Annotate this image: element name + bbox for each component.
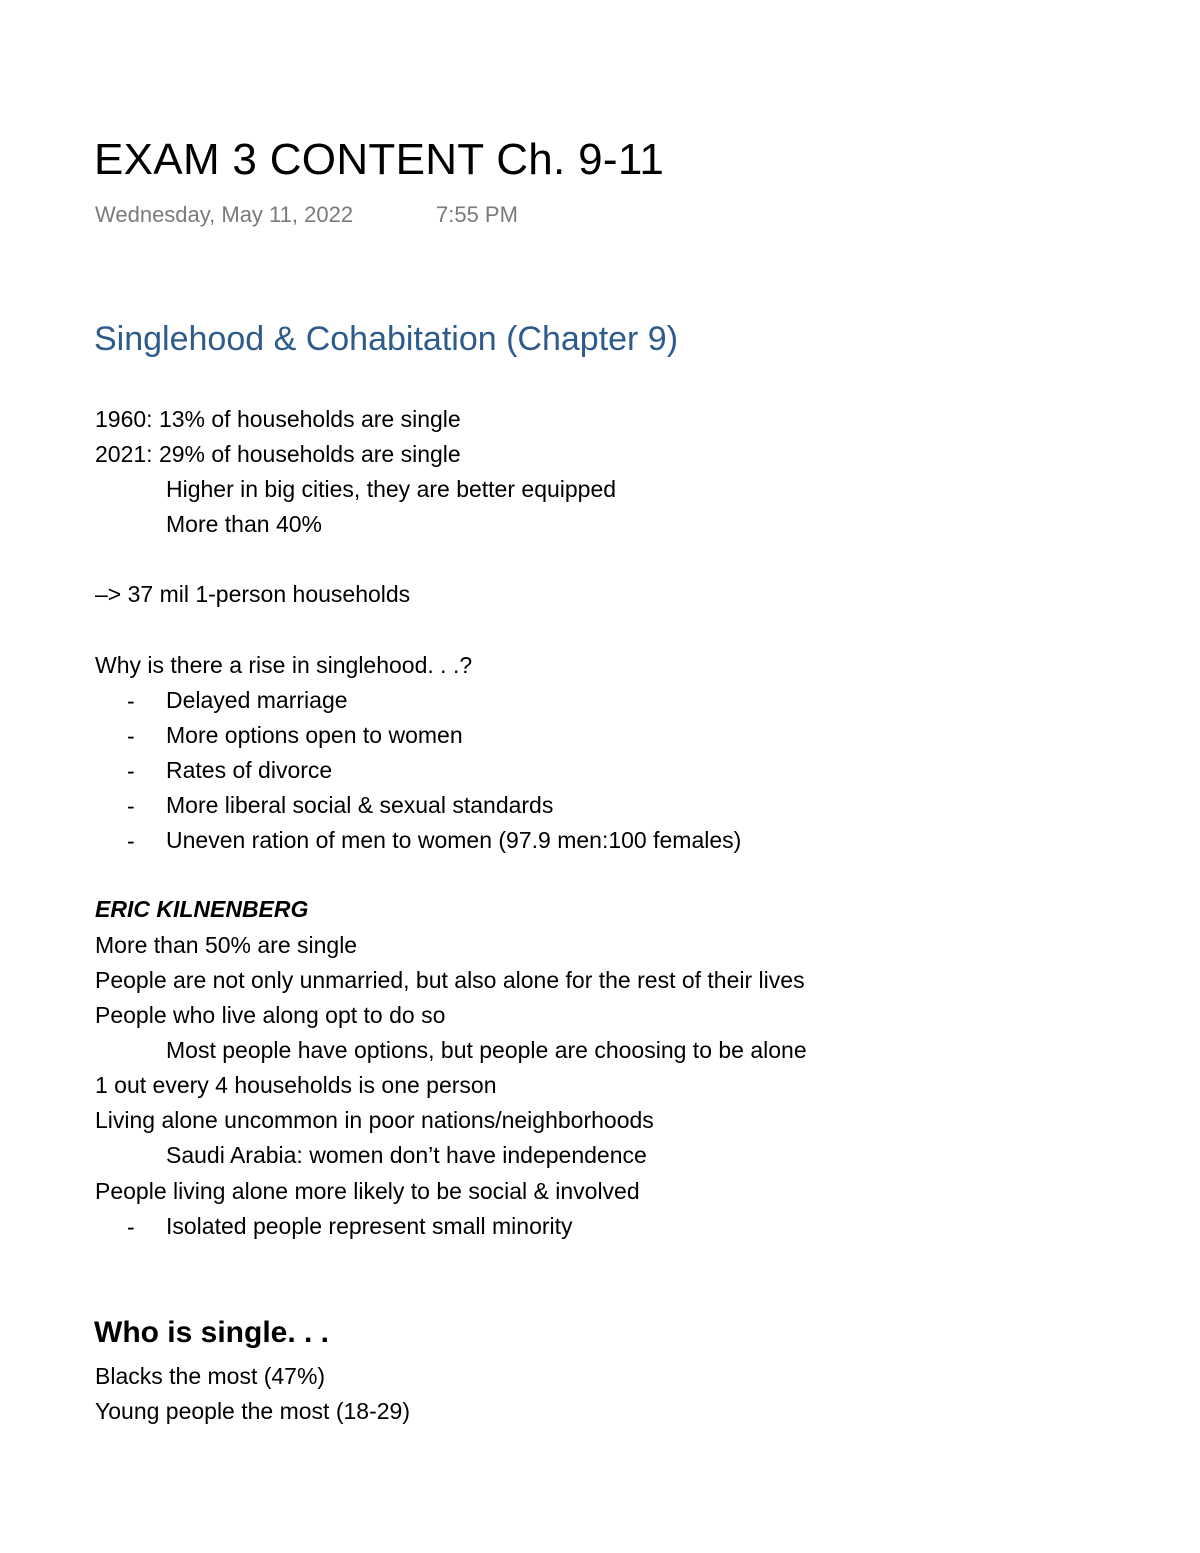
list-item: Isolated people represent small minority [166,1213,573,1239]
stat-line: 1960: 13% of households are single [95,406,461,432]
stat-subline: More than 40% [166,511,322,537]
note-line: Blacks the most (47%) [95,1363,326,1389]
page-cutoff [0,1435,1200,1553]
section-heading-who-is-single: Who is single. . . [94,1316,330,1349]
bullet-dash: - [127,828,135,854]
households-note: –> 37 mil 1-person households [95,581,411,607]
note-line: People are not only unmarried, but also alone for the rest of their lives [95,967,805,993]
note-line: 1 out every 4 households is one person [95,1072,497,1098]
note-subline: Most people have options, but people are choosing to be alone [166,1037,807,1063]
section-heading-singlehood: Singlehood & Cohabitation (Chapter 9) [94,320,679,358]
page-date: Wednesday, May 11, 2022 [95,202,354,227]
stat-subline: Higher in big cities, they are better equipped [166,476,617,502]
list-item: Delayed marriage [166,687,348,713]
bullet-dash: - [127,758,135,784]
note-subline: Saudi Arabia: women don’t have independence [166,1142,647,1168]
page-title: EXAM 3 CONTENT Ch. 9-11 [94,135,665,184]
page-time: 7:55 PM [436,202,518,227]
list-item: Rates of divorce [166,757,333,783]
list-item: More options open to women [166,722,463,748]
note-line: Living alone uncommon in poor nations/neighborhoods [95,1107,654,1133]
note-line: More than 50% are single [95,932,358,958]
list-item: Uneven ration of men to women (97.9 men:100 females) [166,827,742,853]
bullet-dash: - [127,793,135,819]
author-name: ERIC KILNENBERG [95,896,309,922]
note-line: Young people the most (18-29) [95,1398,410,1424]
note-line: People who live along opt to do so [95,1002,446,1028]
bullet-dash: - [127,1214,135,1240]
bullet-dash: - [127,688,135,714]
why-question: Why is there a rise in singlehood. . .? [95,652,473,678]
list-item: More liberal social & sexual standards [166,792,554,818]
bullet-dash: - [127,723,135,749]
stat-line: 2021: 29% of households are single [95,441,461,467]
note-line: People living alone more likely to be social & involved [95,1178,640,1204]
